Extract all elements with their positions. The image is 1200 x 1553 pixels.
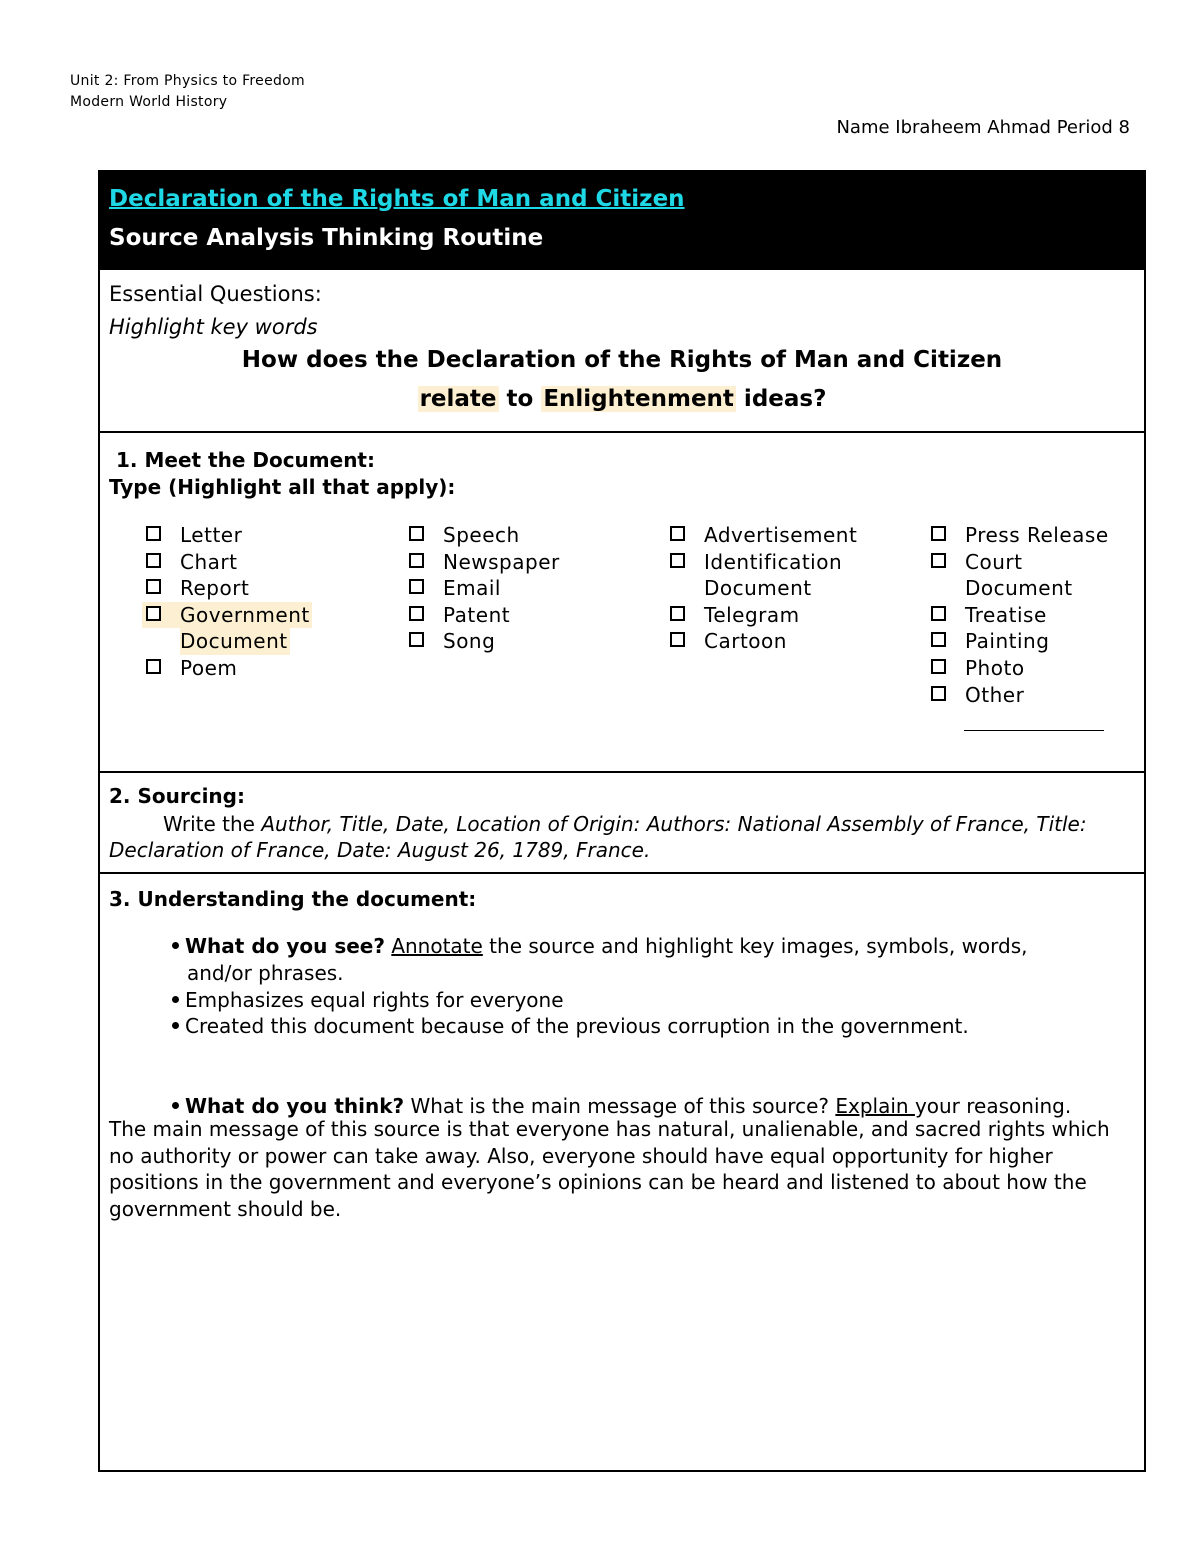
essential-question-line2	[98, 386, 1146, 412]
type-option[interactable]: Press Release	[931, 522, 1171, 549]
bullet-icon	[172, 1102, 179, 1109]
type-option-continuation: Document	[704, 576, 812, 601]
checkbox-icon[interactable]	[146, 526, 162, 542]
type-option[interactable]: Treatise	[931, 602, 1171, 629]
q2-end: ideas?	[735, 386, 827, 412]
checkbox-icon[interactable]	[670, 632, 686, 648]
bullet-equal-rights: Emphasizes equal rights for everyone	[172, 987, 564, 1014]
bullet-icon	[172, 942, 179, 949]
worksheet-frame	[98, 170, 1146, 1472]
checkbox-icon[interactable]	[931, 606, 947, 622]
divider	[98, 431, 1146, 433]
type-option[interactable]: Painting	[931, 628, 1171, 655]
essential-question-line1: How does the Declaration of the Rights of Man and Citizen	[241, 347, 1003, 373]
sourcing-heading: 2. Sourcing:	[109, 784, 245, 808]
type-option[interactable]: Cartoon	[670, 628, 910, 655]
type-column-4	[931, 522, 1171, 708]
highlight-enlightenment: Enlightenment	[543, 386, 734, 412]
routine-subtitle: Source Analysis Thinking Routine	[109, 225, 544, 251]
checkbox-icon[interactable]	[931, 553, 947, 569]
bullet-what-think: What do you think? What is the main message of this source? Explain your reasoning.	[172, 1093, 1071, 1120]
type-column-1	[146, 522, 386, 682]
type-column-2	[409, 522, 649, 655]
highlight-relate: relate	[419, 386, 497, 412]
type-option-continuation: Document	[965, 576, 1073, 601]
bullet-what-see: What do you see? Annotate the source and highlight key images, symbols, words,	[172, 933, 1028, 960]
type-option[interactable]: Photo	[931, 655, 1171, 682]
type-option[interactable]: Song	[409, 628, 649, 655]
bullet-icon	[172, 996, 179, 1003]
checkbox-icon[interactable]	[146, 606, 162, 622]
type-option[interactable]: Court	[931, 549, 1171, 576]
student-name-line: Name Ibraheem Ahmad Period 8	[836, 117, 1130, 138]
q2-mid: to	[498, 386, 542, 412]
frame-bottom-border	[98, 1470, 1146, 1472]
course-label: Modern World History	[70, 94, 228, 110]
essential-questions-label: Essential Questions:	[109, 282, 322, 306]
checkbox-icon[interactable]	[931, 526, 947, 542]
type-option-continuation: Document	[180, 629, 288, 654]
type-column-3	[670, 522, 910, 655]
type-option[interactable]: Letter	[146, 522, 386, 549]
type-option[interactable]: Advertisement	[670, 522, 910, 549]
meet-document-heading: 1. Meet the Document:	[116, 448, 375, 472]
checkbox-icon[interactable]	[931, 659, 947, 675]
type-option[interactable]: Patent	[409, 602, 649, 629]
checkbox-icon[interactable]	[409, 526, 425, 542]
type-option[interactable]: Speech	[409, 522, 649, 549]
bullet-corruption: Created this document because of the previous corruption in the government.	[172, 1013, 969, 1040]
highlight-hint: Highlight key words	[109, 315, 318, 339]
type-option[interactable]: Telegram	[670, 602, 910, 629]
type-option[interactable]: Chart	[146, 549, 386, 576]
type-option[interactable]: Email	[409, 575, 649, 602]
checkbox-icon[interactable]	[670, 553, 686, 569]
checkbox-icon[interactable]	[409, 606, 425, 622]
type-option[interactable]: Other	[931, 682, 1171, 709]
checkbox-icon[interactable]	[146, 579, 162, 595]
checkbox-icon[interactable]	[931, 686, 947, 702]
checkbox-icon[interactable]	[931, 632, 947, 648]
main-message-answer: The main message of this source is that everyone has natural, unalienable, and sacred rights which no authority or power can take away. Also, everyone should have equal opportunity for higher positions in the government and everyone’s opinions can be heard and listened to about how the government should be.	[109, 1117, 1110, 1221]
checkbox-icon[interactable]	[409, 632, 425, 648]
divider	[98, 771, 1146, 773]
checkbox-icon[interactable]	[670, 606, 686, 622]
type-label: Type (Highlight all that apply):	[109, 475, 456, 499]
checkbox-icon[interactable]	[670, 526, 686, 542]
type-option-highlighted[interactable]: Government	[142, 602, 312, 629]
sourcing-body: Write the Author, Title, Date, Location of Origin: Authors: National Assembly of France, Title: Declaration of France, Date: August 26, 1789, France.	[109, 812, 1087, 862]
bullet-icon	[172, 1022, 179, 1029]
bullet-what-see-cont: and/or phrases.	[187, 961, 344, 985]
understanding-heading: 3. Understanding the document:	[109, 887, 477, 911]
type-option[interactable]: Poem	[146, 655, 386, 682]
type-option[interactable]: Identification	[670, 549, 910, 576]
unit-label: Unit 2: From Physics to Freedom	[70, 73, 305, 89]
document-title-link[interactable]: Declaration of the Rights of Man and Citizen	[109, 186, 685, 212]
sourcing-answer: Authors: National Assembly of France, Title: Declaration of France, Date: August 26, 1789, France.	[109, 812, 1087, 862]
checkbox-icon[interactable]	[409, 579, 425, 595]
type-option[interactable]: Newspaper	[409, 549, 649, 576]
checkbox-icon[interactable]	[409, 553, 425, 569]
type-option[interactable]: Report	[146, 575, 386, 602]
checkbox-icon[interactable]	[146, 553, 162, 569]
checkbox-icon[interactable]	[146, 659, 162, 675]
divider	[98, 872, 1146, 874]
other-blank-line[interactable]	[964, 730, 1104, 731]
title-bar	[98, 170, 1146, 270]
